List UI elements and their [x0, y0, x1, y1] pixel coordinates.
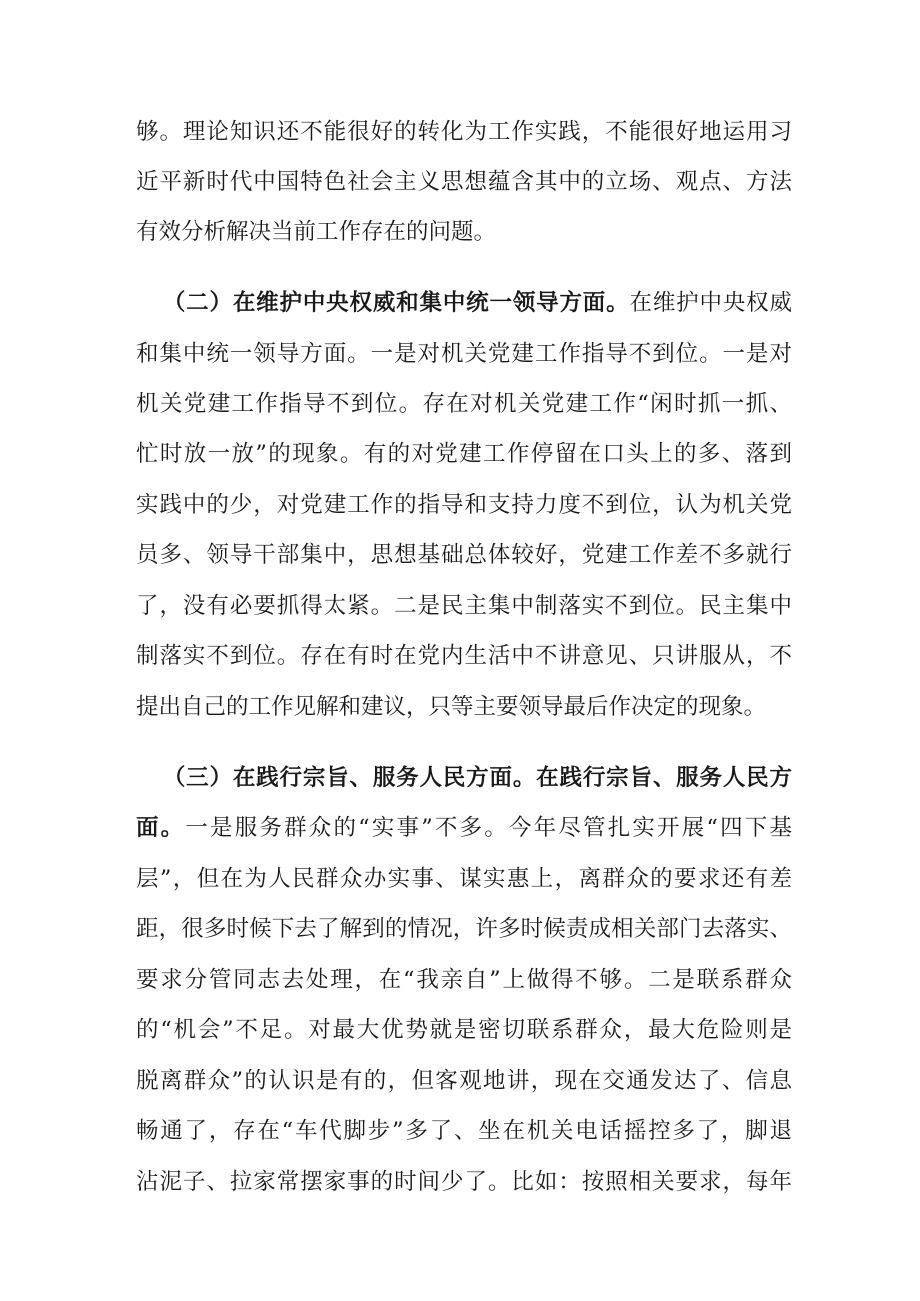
- section-heading-line: [136, 285, 792, 321]
- paragraph-line: 实践中的少，对党建工作的指导和支持力度不到位，认为机关党: [136, 492, 792, 518]
- paragraph-line: 距，很多时候下去了解到的情况，许多时候责成相关部门去落实、: [136, 916, 792, 942]
- paragraph-line: 的“机会”不足。对最大优势就是密切联系群众，最大危险则是: [136, 1017, 792, 1043]
- paragraph-line: 机关党建工作指导不到位。存在对机关党建工作“闲时抓一抓、: [136, 391, 792, 417]
- paragraph-line: 有效分析解决当前工作存在的问题。: [136, 219, 497, 245]
- paragraph-line: 制落实不到位。存在有时在党内生活中不讲意见、只讲服从，不: [136, 643, 792, 669]
- paragraph-line: 了，没有必要抓得太紧。二是民主集中制落实不到位。民主集中: [136, 593, 792, 619]
- section-heading-line: [136, 760, 792, 796]
- paragraph-line: 沾泥子、拉家常摆家事的时间少了。比如：按照相关要求，每年: [136, 1169, 792, 1195]
- paragraph-line: 畅通了，存在“车代脚步”多了、坐在机关电话摇控多了，脚退: [136, 1118, 792, 1144]
- paragraph-line: 和集中统一领导方面。一是对机关党建工作指导不到位。一是对: [136, 341, 792, 367]
- section-2-first-line-rest: 在维护中央权威: [629, 290, 792, 316]
- section-2-heading: （二）在维护中央权威和集中统一领导方面。: [162, 290, 630, 316]
- paragraph-line: 员多、领导干部集中，思想基础总体较好，党建工作差不多就行: [136, 542, 792, 568]
- paragraph-line: 近平新时代中国特色社会主义思想蕴含其中的立场、观点、方法: [136, 169, 792, 195]
- section-3-heading-end: 面。: [136, 815, 186, 841]
- paragraph-line: 层”，但在为人民群众办实事、谋实惠上，离群众的要求还有差: [136, 866, 792, 892]
- section-heading-line: [136, 810, 792, 846]
- paragraph-line: 脱离群众”的认识是有的，但客观地讲，现在交通发达了、信息: [136, 1068, 792, 1094]
- section-3-line-rest: 一是服务群众的“实事”不多。今年尽管扎实开展“四下基: [185, 815, 792, 841]
- paragraph-line: 够。理论知识还不能很好的转化为工作实践，不能很好地运用习: [136, 119, 792, 145]
- section-3-heading: （三）在践行宗旨、服务人民方面。在践行宗旨、服务人民方: [162, 765, 792, 791]
- paragraph-line: 要求分管同志去处理，在“我亲自”上做得不够。二是联系群众: [136, 967, 792, 993]
- paragraph-line: 忙时放一放”的现象。有的对党建工作停留在口头上的多、落到: [136, 441, 792, 467]
- paragraph-line: 提出自己的工作见解和建议，只等主要领导最后作决定的现象。: [136, 694, 767, 720]
